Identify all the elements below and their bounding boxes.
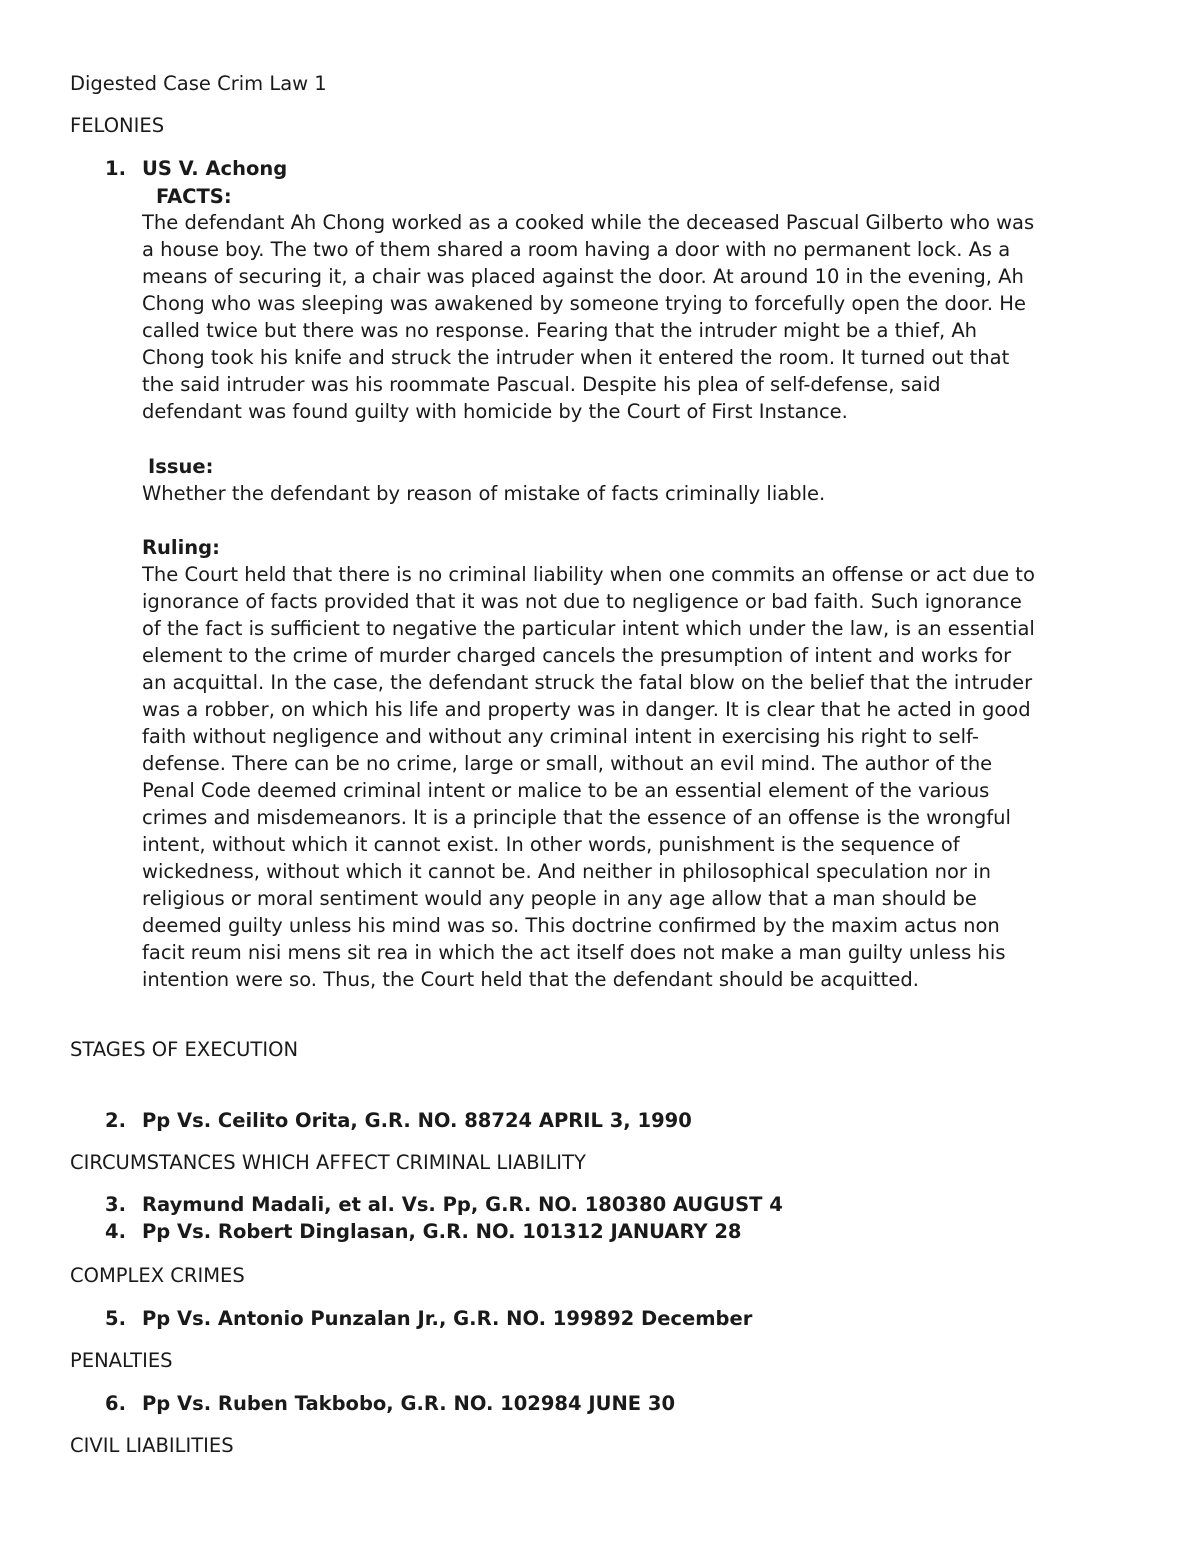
section-heading-civil: CIVIL LIABILITIES [70, 1434, 234, 1457]
facts-line: called twice but there was no response. Fearing that the intruder might be a thief, Ah [142, 319, 978, 342]
ruling-line: deemed guilty unless his mind was so. This doctrine confirmed by the maxim actus non [142, 914, 1000, 937]
document-title: Digested Case Crim Law 1 [70, 72, 327, 95]
case-title: Pp Vs. Ceilito Orita, G.R. NO. 88724 APRIL 3, 1990 [142, 1109, 692, 1132]
ruling-line: ignorance of facts provided that it was not due to negligence or bad faith. Such ignorance [142, 590, 1022, 613]
ruling-line: intent, without which it cannot exist. In other words, punishment is the sequence of [142, 833, 960, 856]
case-number: 1. [105, 157, 126, 180]
facts-line: means of securing it, a chair was placed against the door. At around 10 in the evening, Ah [142, 265, 1024, 288]
case-title: Pp Vs. Ruben Takbobo, G.R. NO. 102984 JUNE 30 [142, 1392, 676, 1415]
ruling-label: Ruling: [142, 536, 220, 559]
case-number: 5. [105, 1307, 126, 1330]
case-title: US V. Achong [142, 157, 288, 180]
ruling-line: an acquittal. In the case, the defendant struck the fatal blow on the belief that the intruder [142, 671, 1033, 694]
facts-line: Chong took his knife and struck the intruder when it entered the room. It turned out that [142, 346, 1010, 369]
case-number: 3. [105, 1193, 126, 1216]
ruling-line: defense. There can be no crime, large or small, without an evil mind. The author of the [142, 752, 993, 775]
facts-line: The defendant Ah Chong worked as a cooked while the deceased Pascual Gilberto who was [142, 211, 1035, 234]
ruling-line: facit reum nisi mens sit rea in which the act itself does not make a man guilty unless his [142, 941, 1006, 964]
case-number: 6. [105, 1392, 126, 1415]
facts-paragraph [142, 209, 1142, 425]
section-heading-circumstances: CIRCUMSTANCES WHICH AFFECT CRIMINAL LIABILITY [70, 1151, 586, 1174]
section-heading-felonies: FELONIES [70, 114, 165, 137]
ruling-line: element to the crime of murder charged cancels the presumption of intent and works for [142, 644, 1012, 667]
case-title: Raymund Madali, et al. Vs. Pp, G.R. NO. 180380 AUGUST 4 [142, 1193, 783, 1216]
case-number: 2. [105, 1109, 126, 1132]
ruling-paragraph [142, 561, 1142, 993]
section-heading-penalties: PENALTIES [70, 1349, 173, 1372]
case-title: Pp Vs. Antonio Punzalan Jr., G.R. NO. 199892 December [142, 1307, 753, 1330]
ruling-line: intention were so. Thus, the Court held that the defendant should be acquitted. [142, 968, 919, 991]
facts-line: a house boy. The two of them shared a room having a door with no permanent lock. As a [142, 238, 1011, 261]
ruling-line: faith without negligence and without any criminal intent in exercising his right to self- [142, 725, 979, 748]
ruling-line: religious or moral sentiment would any people in any age allow that a man should be [142, 887, 977, 910]
facts-line: defendant was found guilty with homicide by the Court of First Instance. [142, 400, 848, 423]
ruling-line: crimes and misdemeanors. It is a principle that the essence of an offense is the wrongful [142, 806, 1011, 829]
ruling-line: of the fact is sufficient to negative the particular intent which under the law, is an essential [142, 617, 1035, 640]
section-heading-stages: STAGES OF EXECUTION [70, 1038, 299, 1061]
case-title: Pp Vs. Robert Dinglasan, G.R. NO. 101312 JANUARY 28 [142, 1220, 742, 1243]
ruling-line: Penal Code deemed criminal intent or malice to be an essential element of the various [142, 779, 990, 802]
case-number: 4. [105, 1220, 126, 1243]
facts-label: FACTS: [156, 185, 232, 208]
ruling-line: The Court held that there is no criminal liability when one commits an offense or act due to [142, 563, 1035, 586]
facts-line: the said intruder was his roommate Pascual. Despite his plea of self-defense, said [142, 373, 941, 396]
section-heading-complex: COMPLEX CRIMES [70, 1264, 245, 1287]
ruling-line: was a robber, on which his life and property was in danger. It is clear that he acted in good [142, 698, 1031, 721]
facts-line: Chong who was sleeping was awakened by someone trying to forcefully open the door. He [142, 292, 1026, 315]
ruling-line: wickedness, without which it cannot be. And neither in philosophical speculation nor in [142, 860, 991, 883]
issue-label: Issue: [148, 455, 214, 478]
issue-text: Whether the defendant by reason of mistake of facts criminally liable. [142, 482, 826, 505]
